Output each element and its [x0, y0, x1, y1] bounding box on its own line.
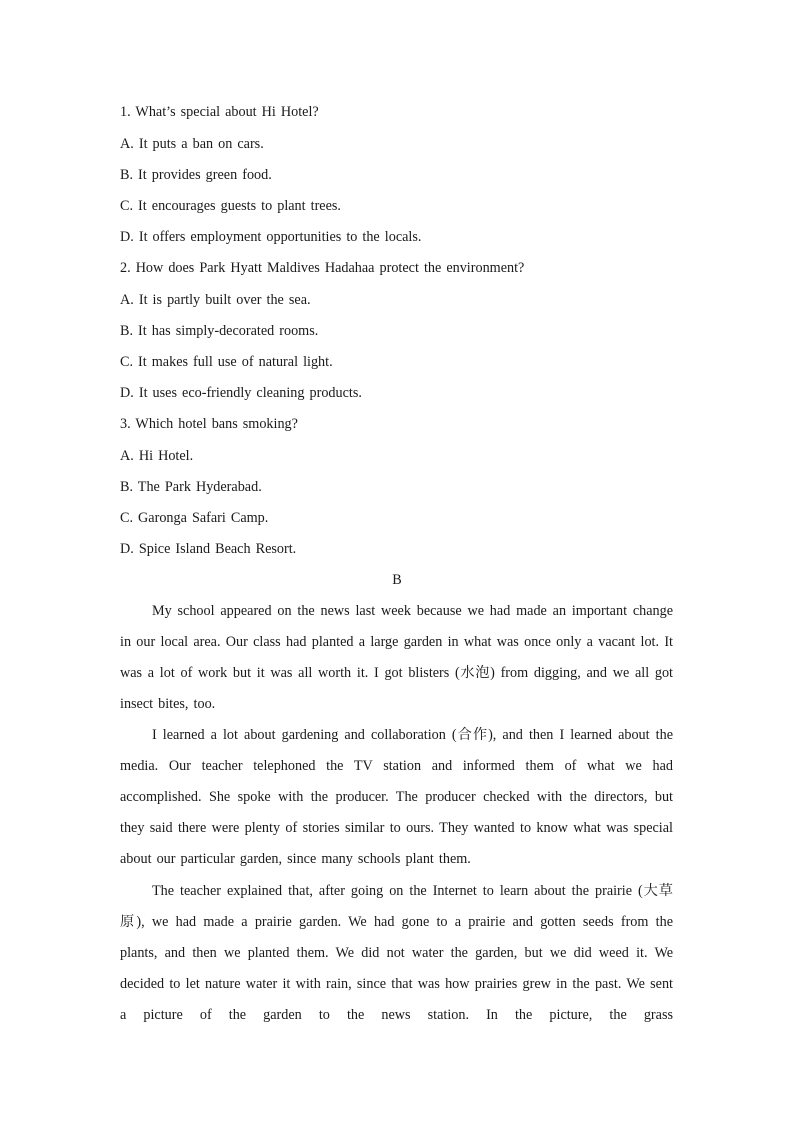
question-1-option-a: A. It puts a ban on cars.: [120, 136, 264, 152]
section-heading: B: [392, 572, 402, 588]
question-2-option-d: D. It uses eco-friendly cleaning products.: [120, 385, 362, 401]
passage-paragraph-2: I learned a lot about gardening and collaboration (合作), and then I learned about the media. Our teacher telephoned the TV station and informed them of what we had accomplished. She spoke with the producer. The producer checked with the directors, but they said there were plenty of stories similar to ours. They wanted to know what was special about our particular garden, since many schools plant them.: [120, 727, 673, 868]
question-3-stem: 3. Which hotel bans smoking?: [120, 416, 298, 432]
question-1-option-d: D. It offers employment opportunities to the locals.: [120, 229, 422, 245]
question-1-stem: 1. What’s special about Hi Hotel?: [120, 104, 319, 120]
question-3-option-a: A. Hi Hotel.: [120, 448, 194, 464]
passage-paragraph-1: My school appeared on the news last week because we had made an important change in our local area. Our class had planted a large garden in what was once only a vacant lot. It was a lot of work but it was all worth it. I got blisters (水泡) from digging, and we all got insect bites, too.: [120, 603, 673, 713]
question-3-option-d: D. Spice Island Beach Resort.: [120, 541, 297, 557]
question-2-option-a: A. It is partly built over the sea.: [120, 292, 311, 308]
question-2-stem: 2. How does Park Hyatt Maldives Hadahaa protect the environment?: [120, 260, 525, 276]
question-2-option-b: B. It has simply-decorated rooms.: [120, 323, 319, 339]
question-1-option-b: B. It provides green food.: [120, 167, 272, 183]
question-2-option-c: C. It makes full use of natural light.: [120, 354, 333, 370]
passage-paragraph-3: The teacher explained that, after going on the Internet to learn about the prairie (大草原), we had made a prairie garden. We had gone to a prairie and gotten seeds from the plants, and then we planted them. We did not water the garden, but we did weed it. We decided to let nature water it with rain, since that was how prairies grew in the past. We sent a picture of the garden to the news station. In the picture, the grass: [120, 883, 673, 1024]
question-3-option-c: C. Garonga Safari Camp.: [120, 510, 269, 526]
question-1-option-c: C. It encourages guests to plant trees.: [120, 198, 341, 214]
question-3-option-b: B. The Park Hyderabad.: [120, 479, 262, 495]
